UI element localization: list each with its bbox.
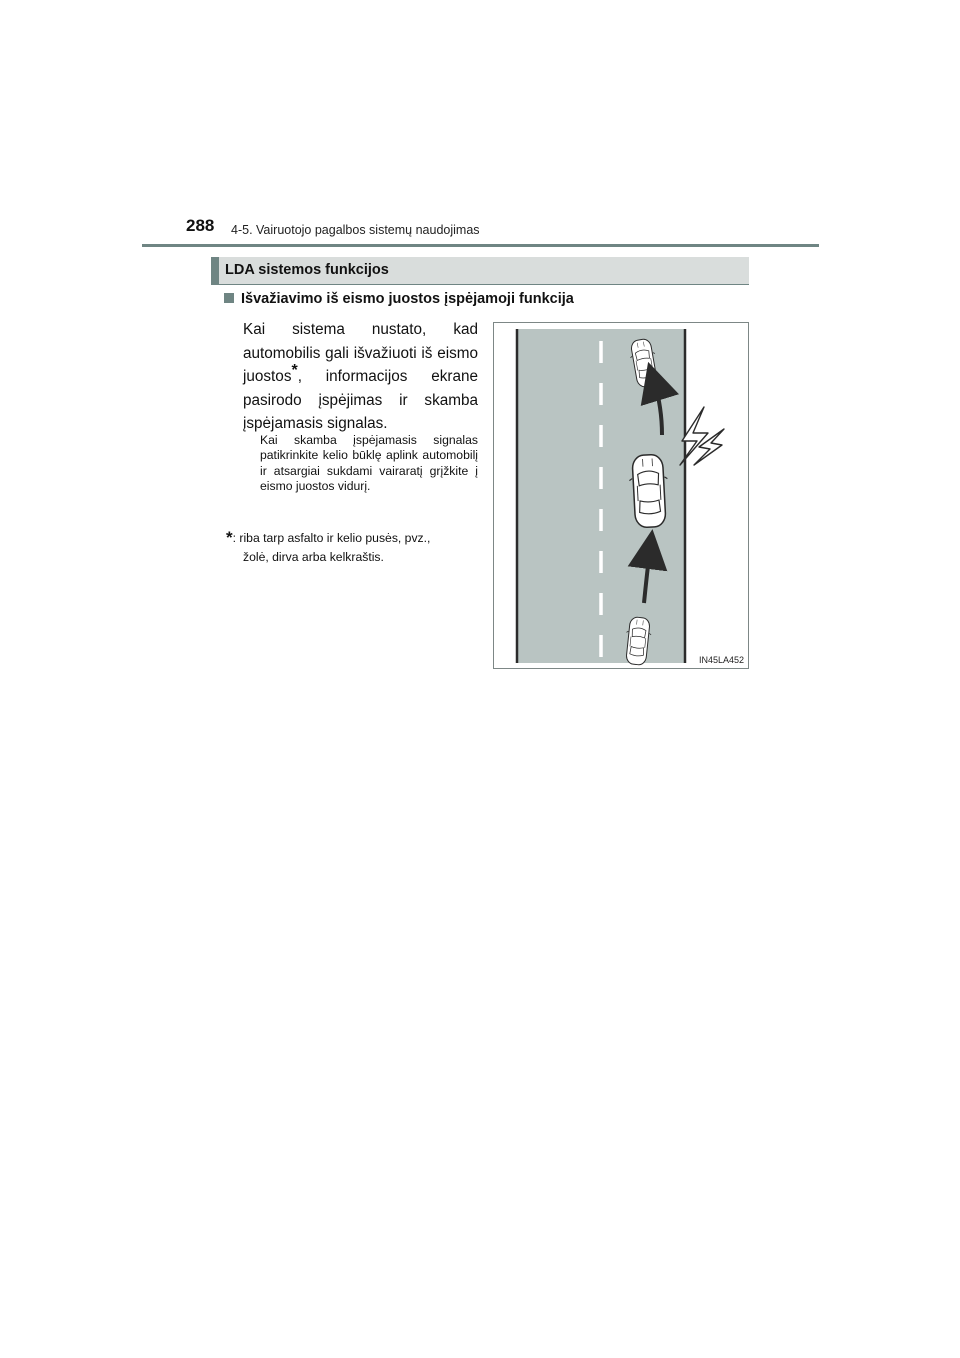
page-number: 288 bbox=[186, 216, 215, 235]
subsection-title: Išvažiavimo iš eismo juostos įspėjamoji funkcija bbox=[241, 291, 574, 307]
illustration-code: IN45LA452 bbox=[698, 655, 744, 665]
lane-departure-illustration bbox=[493, 322, 749, 669]
section-title: LDA sistemos funkcijos bbox=[225, 262, 389, 278]
section-accent bbox=[211, 257, 219, 284]
section-bar bbox=[211, 257, 749, 285]
footnote-line1: : riba tarp asfalto ir kelio pusės, pvz., bbox=[232, 531, 431, 545]
paragraph-text-part1: Kai sistema nustato, kad automobilis gali išvažiuoti iš eismo juostos bbox=[243, 321, 478, 386]
footnote bbox=[226, 528, 480, 567]
paragraph-text-part2: , informacijos ekrane pasirodo įspėjimas ir skamba įspėjamasis signalas. bbox=[243, 368, 478, 433]
note-text: Kai skamba įspėjamasis signalas patikrinkite kelio būklę aplink automobilį ir atsargiai sukdami vairaratį grįžkite į eismo juostos vidurį. bbox=[260, 433, 478, 494]
footnote-star: * bbox=[226, 528, 233, 547]
chapter-title: 4-5. Vairuotojo pagalbos sistemų naudojimas bbox=[231, 223, 480, 237]
road-diagram bbox=[494, 323, 749, 669]
subsection-heading bbox=[224, 291, 574, 307]
body-paragraph bbox=[243, 318, 478, 436]
footnote-line2: žolė, dirva arba kelkraštis. bbox=[243, 550, 384, 564]
header-rule bbox=[142, 244, 819, 247]
square-bullet-icon bbox=[224, 293, 234, 303]
asterisk-marker: * bbox=[291, 362, 298, 380]
